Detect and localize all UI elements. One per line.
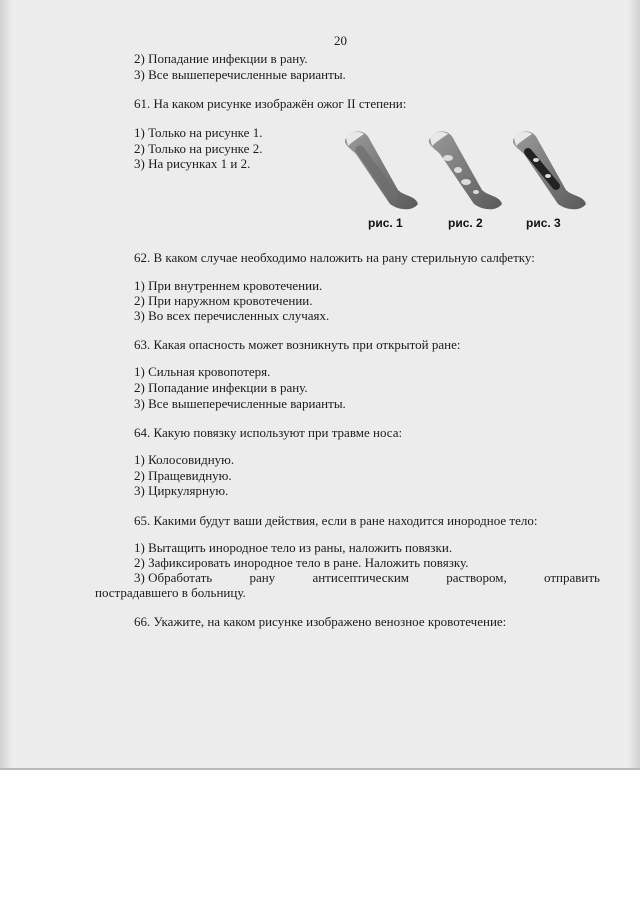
option-continuation: пострадавшего в больницу. — [95, 585, 246, 600]
option-text: 1) Только на рисунке 1. — [134, 125, 263, 140]
question-61: 61. На каком рисунке изображён ожог II степени: — [134, 96, 407, 111]
option-text: 1) При внутреннем кровотечении. — [134, 278, 323, 293]
question-65: 65. Какими будут ваши действия, если в ране находится инородное тело: — [134, 513, 538, 528]
figure-caption-2: рис. 2 — [448, 216, 483, 230]
option-text: 3) Все вышеперечисленные варианты. — [134, 396, 346, 411]
option-text: 3) Во всех перечисленных случаях. — [134, 308, 330, 323]
option-text: 2) Только на рисунке 2. — [134, 141, 263, 156]
word: отправить — [544, 570, 600, 585]
option-text: 3) На рисунках 1 и 2. — [134, 156, 251, 171]
arm-figure-2 — [429, 131, 502, 209]
option-text: 2) Попадание инфекции в рану. — [134, 51, 308, 66]
option-text: 3) Циркулярную. — [134, 483, 229, 498]
question-62: 62. В каком случае необходимо наложить на рану стерильную салфетку: — [134, 250, 535, 265]
burn-figure — [336, 124, 600, 238]
arm-figure-1 — [345, 131, 418, 209]
option-text: 1) Вытащить инородное тело из раны, наложить повязки. — [134, 540, 453, 555]
option-text: 2) При наружном кровотечении. — [134, 293, 313, 308]
option-text: 2) Пращевидную. — [134, 468, 232, 483]
question-66: 66. Укажите, на каком рисунке изображено венозное кровотечение: — [134, 614, 507, 629]
word: антисептическим — [312, 570, 410, 585]
word: рану — [249, 570, 276, 585]
option-text: 2) Попадание инфекции в рану. — [134, 380, 308, 395]
word: раствором, — [446, 570, 507, 585]
page-number: 20 — [334, 33, 347, 48]
question-63: 63. Какая опасность может возникнуть при открытой ране: — [134, 337, 461, 352]
option-text: 1) Сильная кровопотеря. — [134, 364, 271, 379]
question-64: 64. Какую повязку используют при травме носа: — [134, 425, 403, 440]
burned-arms-illustration — [336, 124, 600, 216]
arm-figure-3 — [513, 131, 586, 209]
option-text: 2) Зафиксировать инородное тело в ране. Наложить повязку. — [134, 555, 469, 570]
figure-caption-3: рис. 3 — [526, 216, 561, 230]
word: 3) Обработать — [134, 570, 213, 585]
option-text: 1) Колосовидную. — [134, 452, 235, 467]
figure-caption-1: рис. 1 — [368, 216, 403, 230]
option-text: 3) Все вышеперечисленные варианты. — [134, 67, 346, 82]
option-text-justified — [134, 570, 600, 585]
